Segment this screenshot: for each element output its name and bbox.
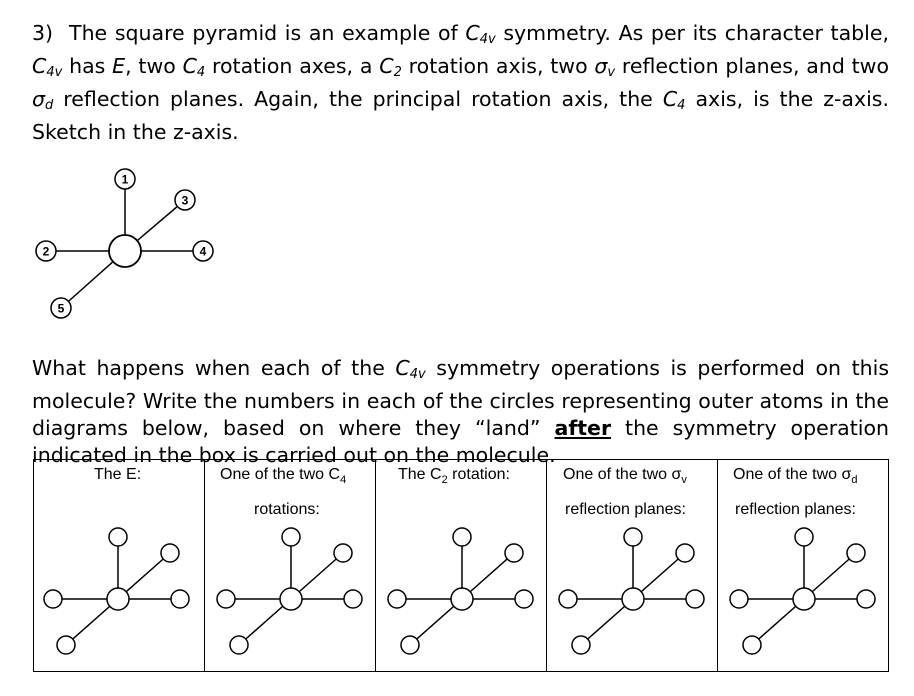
svg-text:5: 5 (57, 301, 65, 316)
instructions-text: What happens when each of the $C_{4v}$ symmetry operations is performed on this molecule? Write the numbers in each of the circles representing outer atoms in the diagrams below, based on where they “land” after the symmetry operation indicated in the box is carried out on the molecule. (32, 356, 889, 467)
svg-text:1: 1 (121, 172, 129, 187)
svg-text:4: 4 (199, 244, 207, 259)
outer-atom-5 (51, 298, 71, 318)
header-c2-rotation: The $C_2$ rotation: (398, 466, 510, 486)
blank-molecule-c2 (375, 527, 535, 667)
blank-molecule-identity (33, 527, 193, 667)
question-number: 3) (32, 21, 54, 45)
header-c4-rotation: One of the two $C_4$ (220, 466, 347, 486)
header-sigma-v-line2: reflection planes: (565, 501, 686, 518)
labeled-molecule-diagram (30, 165, 220, 325)
blank-molecule-sigma-d (717, 527, 877, 667)
header-sigma-v: One of the two $\sigma_v$ (563, 466, 687, 486)
outer-atom-2 (36, 241, 56, 261)
outer-atom-4 (193, 241, 213, 261)
svg-text:3: 3 (181, 193, 189, 208)
header-identity: The E: (94, 466, 142, 483)
header-c4-rotation-line2: rotations: (254, 501, 320, 518)
outer-atom-3 (175, 190, 195, 210)
blank-molecule-c4 (204, 527, 364, 667)
header-sigma-d-line2: reflection planes: (735, 501, 856, 518)
header-sigma-d: One of the two $\sigma_d$ (733, 466, 858, 486)
blank-molecule-sigma-v (546, 527, 706, 667)
question-text: 3) The square pyramid is an example of $C_{4v}$ symmetry. As per its character table, $C_{4v}$ has E, two $C_4$ rotation axes, a $C_2$ rotation axis, two $\sigma_v$ reflection planes, and two $\sigma_d$ reflection planes. Again, the principal rotation axis, the $C_4$ axis, is the z-axis. Sketch in the z-axis. (32, 21, 889, 144)
svg-text:2: 2 (42, 244, 50, 259)
operations-table (33, 459, 889, 673)
central-atom (109, 235, 141, 267)
outer-atom-1 (115, 169, 135, 189)
emphasis-after: after (554, 416, 612, 440)
